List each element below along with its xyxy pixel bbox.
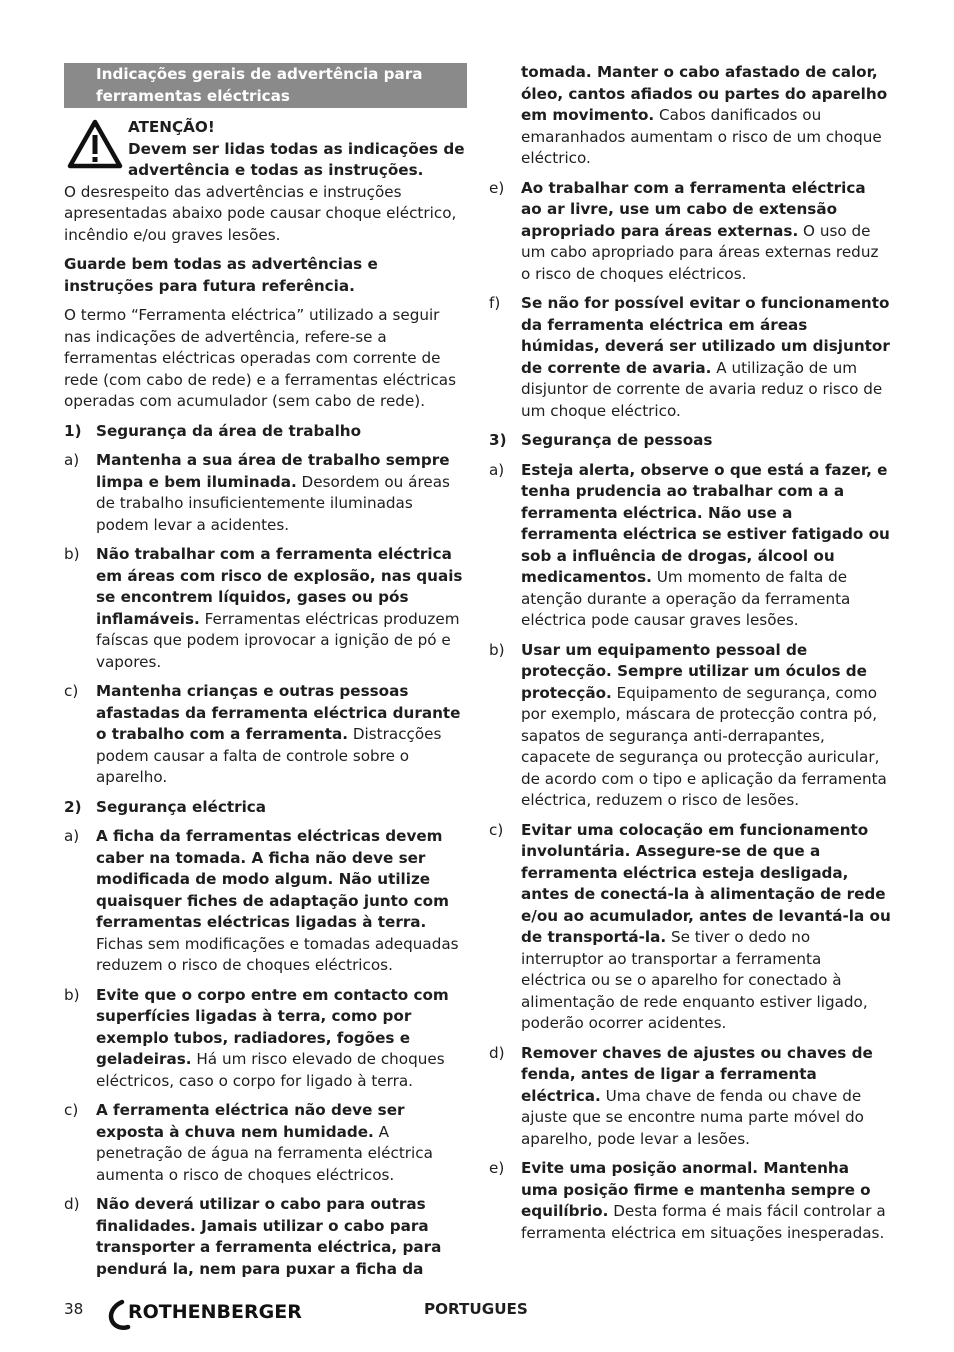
list-item xyxy=(64,1100,467,1186)
item-text: Há um risco elevado de choques eléctricos, caso o corpo for ligado à terra. xyxy=(96,1050,445,1090)
item-text: Desordem ou áreas de trabalho insuficientemente iluminadas podem levar a acidentes. xyxy=(96,472,450,534)
item-text: Fichas sem modificações e tomadas adequadas reduzem o risco de choques eléctricos. xyxy=(96,934,459,974)
item-bold: Mantenha a sua área de trabalho sempre limpa e bem iluminada. xyxy=(96,451,450,491)
item-text: Equipamento de segurança, como por exemplo, máscara de protecção contra pó, sapatos de segurança anti-derrapantes, capacete de segurança ou protecção auricular, de acordo com o tipo e aplicação da ferramenta eléctrica, reduzem o risco de lesões. xyxy=(521,683,887,809)
language-label: PORTUGUES xyxy=(424,1300,528,1318)
item-bold: Não trabalhar com a ferramenta eléctrica em áreas com risco de explosão, nas quais se encontrem líquidos, gases ou pós inflamáveis. xyxy=(96,545,463,628)
item-text: A utilização de um disjuntor de corrente de avaria reduz o risco de um choque eléctrico. xyxy=(521,358,883,420)
section-1-title xyxy=(64,421,467,443)
list-item xyxy=(64,450,467,536)
section-3-title xyxy=(489,430,891,452)
item-text: Uma chave de fenda ou chave de ajuste que se encontre numa parte móvel do aparelho, pode levar a lesões. xyxy=(521,1086,864,1148)
item-text: A penetração de água na ferramenta eléctrica aumenta o risco de choques eléctricos. xyxy=(96,1122,433,1184)
item-bold: Não deverá utilizar o cabo para outras finalidades. Jamais utilizar o cabo para transporter a ferramenta eléctrica, para pendurá la, nem para puxar a ficha da xyxy=(96,1195,442,1278)
warning-lead: Devem ser lidas todas as indicações de advertência e todas as instruções. xyxy=(128,139,465,179)
list-item xyxy=(489,178,891,286)
item-bold: Evite uma posição anormal. Mantenha uma posição firme e mantenha sempre o equilíbrio. xyxy=(521,1159,871,1220)
item-label: c) xyxy=(64,682,79,700)
item-label: c) xyxy=(64,1101,79,1119)
list-item xyxy=(489,293,891,422)
item-bold: Evitar uma colocação em funcionamento involuntária. Assegure-se de que a ferramenta eléctrica esteja desligada, antes de conectá-la à alimentação de rede e/ou ao acumulador, antes de levantá-la ou de transportá-la. xyxy=(521,820,891,946)
list-item xyxy=(489,640,891,812)
list-item xyxy=(489,1043,891,1151)
section-2-title xyxy=(64,797,467,819)
list-item xyxy=(64,681,467,789)
item-bold: Mantenha crianças e outras pessoas afastadas da ferramenta eléctrica durante o trabalho com a ferramenta. xyxy=(96,682,461,743)
warning-text: O desrespeito das advertências e instruções apresentadas abaixo pode causar choque eléctrico, incêndio e/ou graves lesões. xyxy=(64,182,457,244)
item-label: b) xyxy=(64,985,80,1004)
section-title: Segurança eléctrica xyxy=(96,797,267,816)
svg-text:ROTHENBERGER: ROTHENBERGER xyxy=(128,1301,302,1323)
item-label: c) xyxy=(489,820,504,839)
item-label: a) xyxy=(64,451,80,469)
section-header: Indicações gerais de advertência para ferramentas eléctricas xyxy=(64,63,467,108)
item-text: Se tiver o dedo no interruptor ao transportar a ferramenta eléctrica ou se o aparelho for conectado à alimentação de rede enquanto estiver ligado, poderão ocorrer acidentes. xyxy=(521,928,868,1032)
list-item xyxy=(489,820,891,1035)
section-number: 1) xyxy=(64,421,82,440)
item-label: d) xyxy=(64,1195,80,1213)
item-label: e) xyxy=(489,1159,505,1177)
rothenberger-logo xyxy=(106,1297,346,1331)
section-number: 2) xyxy=(64,797,82,816)
warning-title: ATENÇÃO! xyxy=(128,118,215,136)
item-text: Desta forma é mais fácil controlar a ferramenta eléctrica em situações inesperadas. xyxy=(521,1202,886,1242)
item-label: a) xyxy=(489,460,505,479)
list-item xyxy=(489,460,891,632)
term-note: O termo “Ferramenta eléctrica” utilizado a seguir nas indicações de advertência, refere-se a ferramentas eléctricas operadas com corrente de rede (com cabo de rede) e a ferramentas eléctricas operadas com acumulador (sem cabo de rede). xyxy=(64,306,457,410)
item-bold: Se não for possível evitar o funcionamento da ferramenta eléctrica em áreas húmidas, deverá ser utilizado um disjuntor de corrente de avaria. xyxy=(521,294,890,377)
item-text: Ferramentas eléctricas produzem faíscas que podem iprovocar a ignição de pó e vapores. xyxy=(96,609,460,671)
item-text: O uso de um cabo apropriado para áreas externas reduz o risco de choques eléctricos. xyxy=(521,221,879,283)
list-item xyxy=(489,1158,891,1244)
item-label: a) xyxy=(64,827,80,845)
item-bold: Esteja alerta, observe o que está a fazer, e tenha prudencia ao trabalhar com a a ferramenta eléctrica. Não use a ferramenta eléctrica se estiver fatigado ou sob a influência de drogas, álcool ou medicamentos. xyxy=(521,460,890,586)
item-text: Um momento de falta de atenção durante a operação da ferramenta eléctrica pode causar graves lesões. xyxy=(521,568,851,629)
section-number: 3) xyxy=(489,431,507,449)
page-footer xyxy=(0,1297,954,1337)
list-item xyxy=(64,985,467,1093)
item-text: Distracções podem causar a falta de controle sobre o aparelho. xyxy=(96,725,442,786)
warning-triangle-icon xyxy=(67,119,123,169)
list-item xyxy=(64,544,467,673)
item-bold: tomada. Manter o cabo afastado de calor, óleo, cantos afiados ou partes do aparelho em movimento. xyxy=(521,63,888,124)
keep-note: Guarde bem todas as advertências e instruções para futura referência. xyxy=(64,255,378,295)
item-label: f) xyxy=(489,294,501,312)
item-label: b) xyxy=(489,640,505,659)
item-label: e) xyxy=(489,178,505,197)
item-text: Cabos danificados ou emaranhados aumentam o risco de um choque eléctrico. xyxy=(521,106,882,167)
item-label: b) xyxy=(64,545,80,563)
item-bold: A ficha da ferramentas eléctricas devem caber na tomada. A ficha não deve ser modificada de modo algum. Não utilize quaisquer fiches de adaptação junto com ferramentas eléctricas ligadas à terra. xyxy=(96,827,449,931)
item-bold: Evite que o corpo entre em contacto com superfícies ligadas à terra, como por exemplo tubos, radiadores, fogões e geladeiras. xyxy=(96,985,449,1068)
item-bold: A ferramenta eléctrica não deve ser exposta à chuva nem humidade. xyxy=(96,1101,405,1141)
section-title: Segurança de pessoas xyxy=(521,431,713,449)
item-bold: Ao trabalhar com a ferramenta eléctrica ao ar livre, use um cabo de extensão apropriado para áreas externas. xyxy=(521,178,866,240)
item-bold: Remover chaves de ajustes ou chaves de fenda, antes de ligar a ferramenta eléctrica. xyxy=(521,1043,873,1105)
page-number: 38 xyxy=(64,1300,84,1318)
list-item xyxy=(64,1194,467,1280)
list-item xyxy=(64,826,467,977)
left-column xyxy=(64,63,467,1280)
item-label: d) xyxy=(489,1043,505,1062)
warning-block xyxy=(64,117,467,182)
list-item-continued xyxy=(489,62,891,170)
item-bold: Usar um equipamento pessoal de protecção. Sempre utilizar um óculos de protecção. xyxy=(521,640,867,702)
right-column xyxy=(489,62,891,1244)
section-title: Segurança da área de trabalho xyxy=(96,421,362,440)
